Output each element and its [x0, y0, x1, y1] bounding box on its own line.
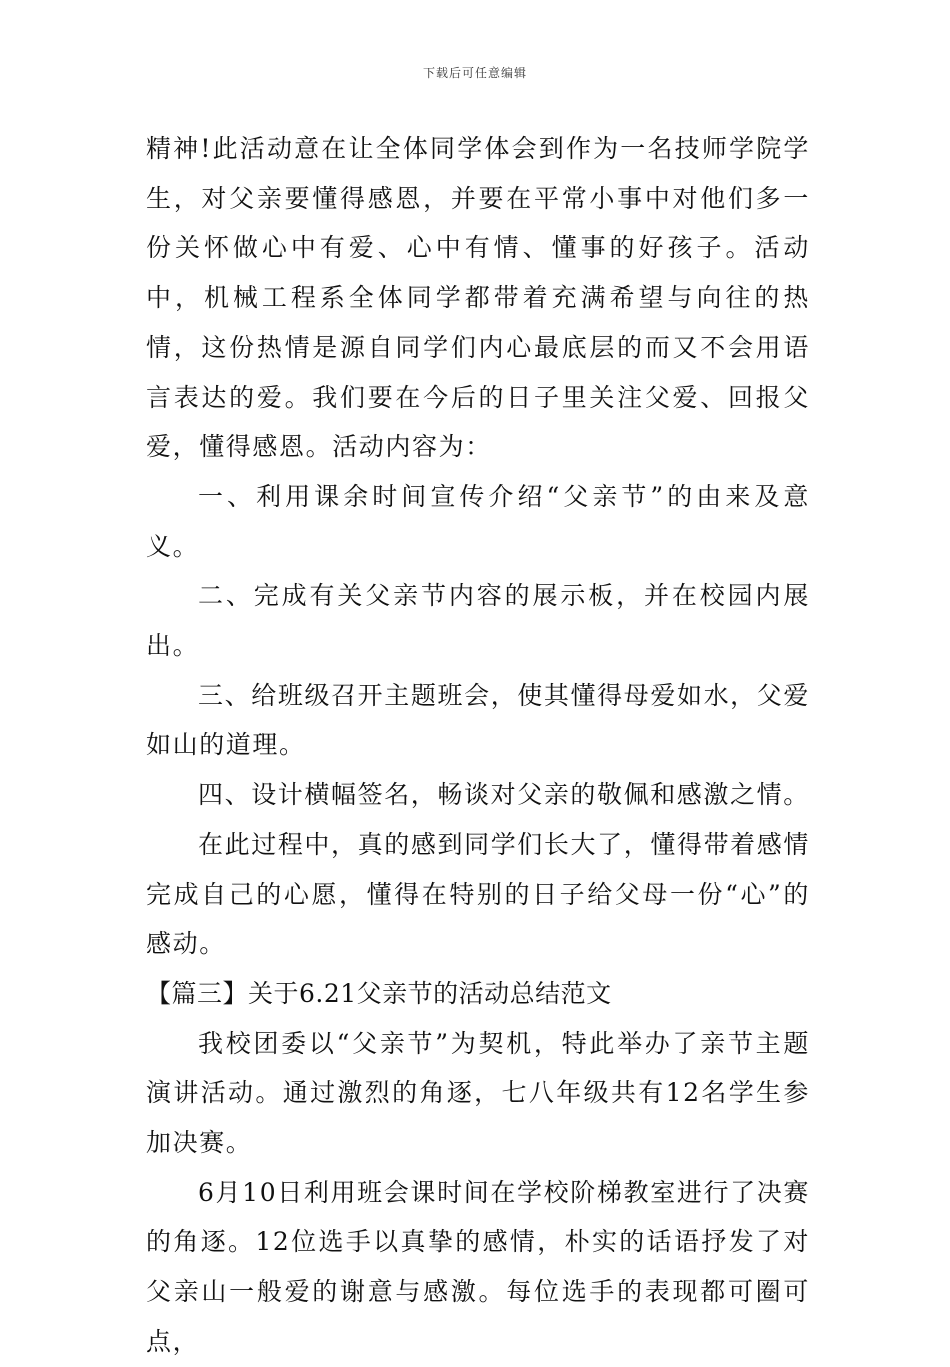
paragraph-reflection: 在此过程中，真的感到同学们长大了，懂得带着感情完成自己的心愿，懂得在特别的日子给父母一份“心”的感动。 — [146, 829, 810, 959]
paragraph-event: 我校团委以“父亲节”为契机，特此举办了亲节主题演讲活动。通过激烈的角逐，七八年级共有12名学生参加决赛。 — [146, 1028, 810, 1158]
paragraph-item-4: 四、设计横幅签名，畅谈对父亲的敬佩和感激之情。 — [198, 780, 810, 810]
page-header: 下载后可任意编辑 — [422, 66, 527, 80]
paragraph-item-3: 三、给班级召开主题班会，使其懂得母爱如水，父爱如山的道理。 — [146, 680, 810, 760]
document-body — [146, 124, 810, 1367]
paragraph-final: 6月10日利用班会课时间在学校阶梯教室进行了决赛的角逐。12位选手以真挚的感情，朴实的话语抒发了对父亲山一般爱的谢意与感激。每位选手的表现都可圈可点， — [146, 1177, 810, 1356]
paragraph-intro: 精神!此活动意在让全体同学体会到作为一名技师学院学生，对父亲要懂得感恩，并要在平常小事中对他们多一份关怀做心中有爱、心中有情、懂事的好孩子。活动中，机械工程系全体同学都带着充满希望与向往的热情，这份热情是源自同学们内心最底层的而又不会用语言表达的爱。我们要在今后的日子里关注父爱、回报父爱，懂得感恩。活动内容为： — [146, 134, 810, 462]
paragraph-item-1: 一、利用课余时间宣传介绍“父亲节”的由来及意义。 — [146, 481, 810, 561]
paragraph-item-2: 二、完成有关父亲节内容的展示板，并在校园内展出。 — [146, 581, 810, 661]
section-heading: 【篇三】关于6.21父亲节的活动总结范文 — [146, 978, 612, 1008]
